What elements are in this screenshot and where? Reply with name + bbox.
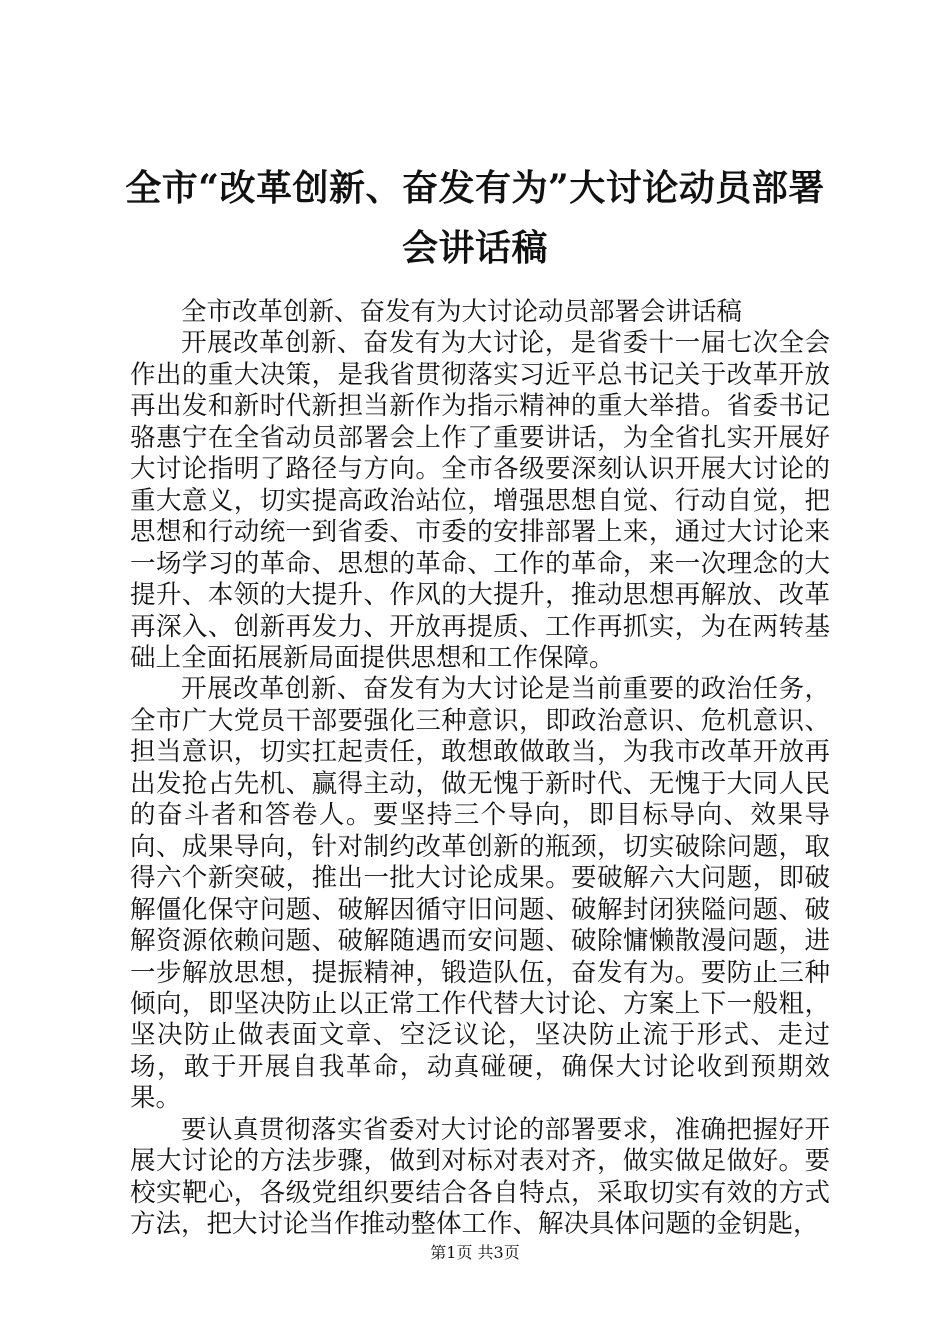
title-line-1: 全市“改革创新、奋发有为”大讨论动员部署 bbox=[125, 167, 825, 209]
title-line-2: 会讲话稿 bbox=[401, 227, 548, 269]
paragraph: 要认真贯彻落实省委对大讨论的部署要求，准确把握好开展大讨论的方法步骤，做到对标对表对齐，做实做足做好。要校实靶心，各级党组织要结合各自特点，采取切实有效的方式方法，把大讨论当作推动整体工作、解决具体问题的金钥匙， bbox=[130, 1114, 830, 1240]
paragraph-subtitle: 全市改革创新、奋发有为大讨论动员部署会讲话稿 bbox=[181, 297, 743, 327]
document-body bbox=[130, 297, 830, 1241]
page-footer: 第1页 共3页 bbox=[430, 1243, 520, 1262]
paragraph: 开展改革创新、奋发有为大讨论是当前重要的政治任务，全市广大党员干部要强化三种意识，即政治意识、危机意识、担当意识，切实扛起责任，敢想敢做敢当，为我市改革开放再出发抢占先机、赢得主动，做无愧于新时代、无愧于大同人民的奋斗者和答卷人。要坚持三个导向，即目标导向、效果导向、成果导向，针对制约改革创新的瓶颈，切实破除问题，取得六个新突破，推出一批大讨论成果。要破解六大问题，即破解僵化保守问题、破解因循守旧问题、破解封闭狭隘问题、破解资源依赖问题、破解随遇而安问题、破除慵懒散漫问题，进一步解放思想，提振精神，锻造队伍，奋发有为。要防止三种倾向，即坚决防止以正常工作代替大讨论、方案上下一般粗，坚决防止做表面文章、空泛议论，坚决防止流于形式、走过场，敢于开展自我革命，动真碰硬，确保大讨论收到预期效果。 bbox=[130, 674, 830, 1114]
paragraph: 开展改革创新、奋发有为大讨论，是省委十一届七次全会作出的重大决策，是我省贯彻落实习近平总书记关于改革开放再出发和新时代新担当新作为指示精神的重大举措。省委书记骆惠宁在全省动员部署会上作了重要讲话，为全省扎实开展好大讨论指明了路径与方向。全市各级要深刻认识开展大讨论的重大意义，切实提高政治站位，增强思想自觉、行动自觉，把思想和行动统一到省委、市委的安排部署上来，通过大讨论来一场学习的革命、思想的革命、工作的革命，来一次理念的大提升、本领的大提升、作风的大提升，推动思想再解放、改革再深入、创新再发力、开放再提质、工作再抓实，为在两转基础上全面拓展新局面提供思想和工作保障。 bbox=[130, 328, 830, 673]
document-title bbox=[120, 158, 830, 278]
